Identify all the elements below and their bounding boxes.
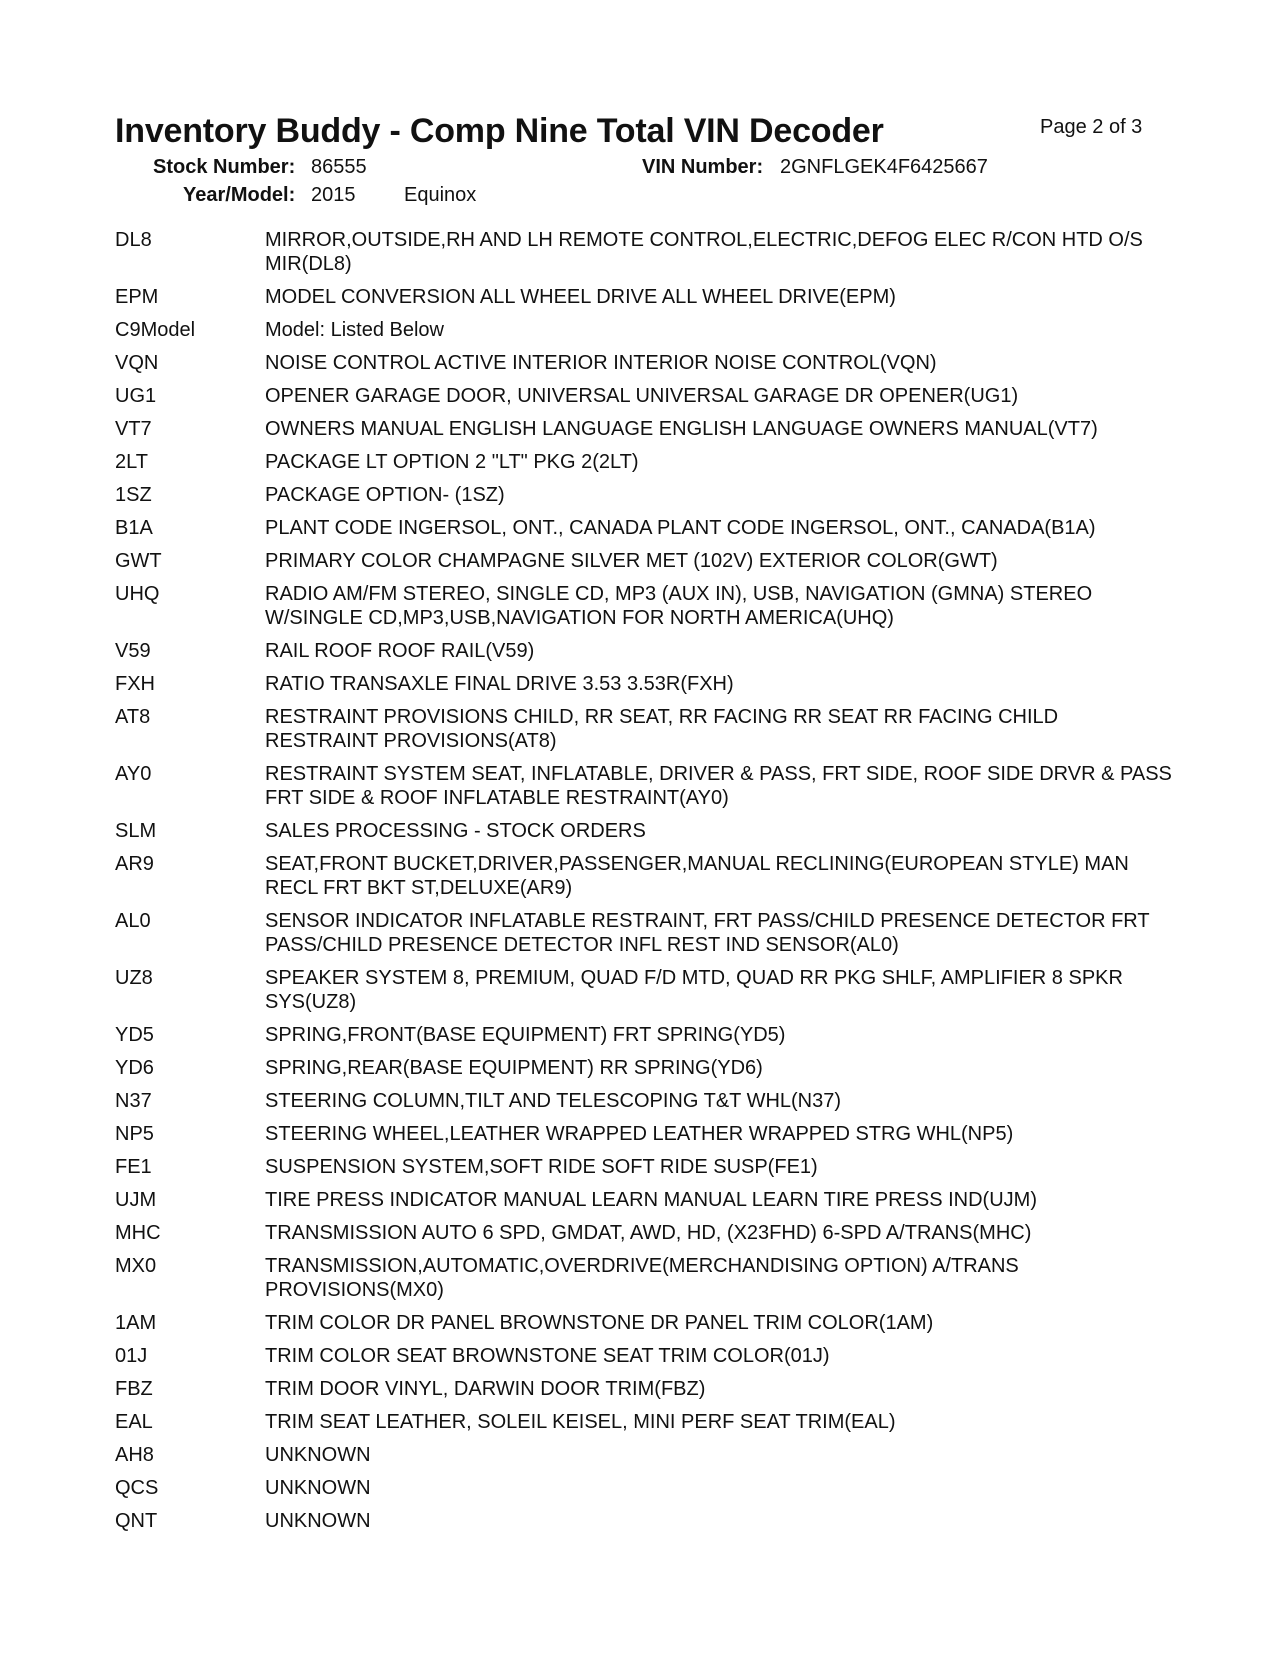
option-row xyxy=(115,909,1175,957)
option-row xyxy=(115,1056,1175,1080)
option-code: MHC xyxy=(115,1222,161,1244)
option-code: QNT xyxy=(115,1510,158,1532)
option-code: UG1 xyxy=(115,385,157,407)
option-row xyxy=(115,351,1175,375)
option-code: 01J xyxy=(115,1345,148,1367)
option-description: UNKNOWN xyxy=(265,1510,371,1532)
option-description: TRANSMISSION AUTO 6 SPD, GMDAT, AWD, HD, (X23FHD) 6-SPD A/TRANS(MHC) xyxy=(265,1222,1032,1244)
option-description: UNKNOWN xyxy=(265,1444,371,1466)
option-row xyxy=(115,819,1175,843)
option-description: OPENER GARAGE DOOR, UNIVERSAL UNIVERSAL GARAGE DR OPENER(UG1) xyxy=(265,385,1019,407)
option-code: GWT xyxy=(115,550,162,572)
option-row xyxy=(115,1221,1175,1245)
option-code: AH8 xyxy=(115,1444,154,1466)
option-code: 1SZ xyxy=(115,484,152,506)
option-description: RAIL ROOF ROOF RAIL(V59) xyxy=(265,640,535,662)
option-row xyxy=(115,450,1175,474)
option-row xyxy=(115,1377,1175,1401)
option-row xyxy=(115,705,1175,753)
option-description: SALES PROCESSING - STOCK ORDERS xyxy=(265,820,646,842)
option-description: SENSOR INDICATOR INFLATABLE RESTRAINT, FRT PASS/CHILD PRESENCE DETECTOR FRT PASS/CHILD PRESENCE DETECTOR INFL REST IND SENSOR(AL0) xyxy=(265,910,1150,956)
vin-number-label: VIN Number: xyxy=(642,156,764,178)
stock-number-value: 86555 xyxy=(311,156,367,178)
option-code: VT7 xyxy=(115,418,152,440)
option-row xyxy=(115,639,1175,663)
option-row xyxy=(115,1188,1175,1212)
option-row xyxy=(115,1023,1175,1047)
option-row xyxy=(115,1509,1175,1533)
model-value: Equinox xyxy=(404,184,477,206)
option-row xyxy=(115,1155,1175,1179)
option-description: NOISE CONTROL ACTIVE INTERIOR INTERIOR NOISE CONTROL(VQN) xyxy=(265,352,937,374)
option-description: UNKNOWN xyxy=(265,1477,371,1499)
option-row xyxy=(115,1311,1175,1335)
option-row xyxy=(115,1476,1175,1500)
option-row xyxy=(115,762,1175,810)
option-row xyxy=(115,672,1175,696)
option-row xyxy=(115,285,1175,309)
option-code: AY0 xyxy=(115,763,152,785)
option-code: C9Model xyxy=(115,319,196,341)
option-code: UJM xyxy=(115,1189,157,1211)
option-description: RESTRAINT SYSTEM SEAT, INFLATABLE, DRIVER & PASS, FRT SIDE, ROOF SIDE DRVR & PASS FRT SIDE & ROOF INFLATABLE RESTRAINT(AY0) xyxy=(265,763,1172,809)
option-code: FE1 xyxy=(115,1156,152,1178)
option-code: UZ8 xyxy=(115,967,153,989)
document-title: Inventory Buddy - Comp Nine Total VIN Decoder xyxy=(115,112,884,150)
option-description: TIRE PRESS INDICATOR MANUAL LEARN MANUAL LEARN TIRE PRESS IND(UJM) xyxy=(265,1189,1037,1211)
option-description: RADIO AM/FM STEREO, SINGLE CD, MP3 (AUX IN), USB, NAVIGATION (GMNA) STEREO W/SINGLE CD,MP3,USB,NAVIGATION FOR NORTH AMERICA(UHQ) xyxy=(265,583,1093,629)
option-code: SLM xyxy=(115,820,157,842)
option-row xyxy=(115,966,1175,1014)
option-code: EAL xyxy=(115,1411,153,1433)
option-description: SEAT,FRONT BUCKET,DRIVER,PASSENGER,MANUAL RECLINING(EUROPEAN STYLE) MAN RECL FRT BKT ST,DELUXE(AR9) xyxy=(265,853,1129,899)
option-description: STEERING COLUMN,TILT AND TELESCOPING T&T WHL(N37) xyxy=(265,1090,842,1112)
option-code: NP5 xyxy=(115,1123,154,1145)
option-row xyxy=(115,1254,1175,1302)
option-code: MX0 xyxy=(115,1255,157,1277)
option-description: TRIM COLOR SEAT BROWNSTONE SEAT TRIM COLOR(01J) xyxy=(265,1345,830,1367)
option-row xyxy=(115,582,1175,630)
option-row xyxy=(115,384,1175,408)
page-number: Page 2 of 3 xyxy=(1040,116,1143,138)
option-description: PACKAGE LT OPTION 2 "LT" PKG 2(2LT) xyxy=(265,451,639,473)
option-description: SUSPENSION SYSTEM,SOFT RIDE SOFT RIDE SUSP(FE1) xyxy=(265,1156,818,1178)
option-description: RESTRAINT PROVISIONS CHILD, RR SEAT, RR FACING RR SEAT RR FACING CHILD RESTRAINT PROVISIONS(AT8) xyxy=(265,706,1059,752)
option-description: MODEL CONVERSION ALL WHEEL DRIVE ALL WHEEL DRIVE(EPM) xyxy=(265,286,896,308)
stock-number-label: Stock Number: xyxy=(153,156,296,178)
option-code: EPM xyxy=(115,286,159,308)
option-row xyxy=(115,417,1175,441)
option-description: SPRING,FRONT(BASE EQUIPMENT) FRT SPRING(YD5) xyxy=(265,1024,786,1046)
option-row xyxy=(115,1443,1175,1467)
option-row xyxy=(115,549,1175,573)
option-code: FXH xyxy=(115,673,155,695)
option-code: 1AM xyxy=(115,1312,157,1334)
option-description: TRANSMISSION,AUTOMATIC,OVERDRIVE(MERCHANDISING OPTION) A/TRANS PROVISIONS(MX0) xyxy=(265,1255,1019,1301)
vin-number-value: 2GNFLGEK4F6425667 xyxy=(780,156,988,178)
option-description: TRIM COLOR DR PANEL BROWNSTONE DR PANEL TRIM COLOR(1AM) xyxy=(265,1312,934,1334)
option-code: VQN xyxy=(115,352,159,374)
option-description: OWNERS MANUAL ENGLISH LANGUAGE ENGLISH LANGUAGE OWNERS MANUAL(VT7) xyxy=(265,418,1098,440)
year-value: 2015 xyxy=(311,184,356,206)
option-row xyxy=(115,1410,1175,1434)
option-row xyxy=(115,483,1175,507)
option-row xyxy=(115,318,1175,342)
option-row xyxy=(115,852,1175,900)
option-description: STEERING WHEEL,LEATHER WRAPPED LEATHER WRAPPED STRG WHL(NP5) xyxy=(265,1123,1014,1145)
year-model-label: Year/Model: xyxy=(183,184,296,206)
option-description: PRIMARY COLOR CHAMPAGNE SILVER MET (102V) EXTERIOR COLOR(GWT) xyxy=(265,550,998,572)
option-description: RATIO TRANSAXLE FINAL DRIVE 3.53 3.53R(FXH) xyxy=(265,673,734,695)
option-code: QCS xyxy=(115,1477,159,1499)
option-row xyxy=(115,1089,1175,1113)
option-description: PACKAGE OPTION- (1SZ) xyxy=(265,484,505,506)
option-code: YD6 xyxy=(115,1057,154,1079)
option-code-list xyxy=(115,228,1175,1542)
option-code: AT8 xyxy=(115,706,151,728)
option-code: V59 xyxy=(115,640,151,662)
option-row xyxy=(115,1122,1175,1146)
option-description: SPRING,REAR(BASE EQUIPMENT) RR SPRING(YD6) xyxy=(265,1057,763,1079)
option-code: FBZ xyxy=(115,1378,153,1400)
option-code: AR9 xyxy=(115,853,154,875)
option-description: SPEAKER SYSTEM 8, PREMIUM, QUAD F/D MTD, QUAD RR PKG SHLF, AMPLIFIER 8 SPKR SYS(UZ8) xyxy=(265,967,1123,1013)
option-description: MIRROR,OUTSIDE,RH AND LH REMOTE CONTROL,ELECTRIC,DEFOG ELEC R/CON HTD O/S MIR(DL8) xyxy=(265,229,1143,275)
option-code: 2LT xyxy=(115,451,148,473)
option-row xyxy=(115,516,1175,540)
option-description: Model: Listed Below xyxy=(265,319,444,341)
option-code: AL0 xyxy=(115,910,151,932)
option-description: PLANT CODE INGERSOL, ONT., CANADA PLANT CODE INGERSOL, ONT., CANADA(B1A) xyxy=(265,517,1096,539)
option-code: UHQ xyxy=(115,583,160,605)
option-row xyxy=(115,1344,1175,1368)
option-row xyxy=(115,228,1175,276)
option-code: N37 xyxy=(115,1090,152,1112)
option-description: TRIM DOOR VINYL, DARWIN DOOR TRIM(FBZ) xyxy=(265,1378,706,1400)
option-code: B1A xyxy=(115,517,153,539)
option-description: TRIM SEAT LEATHER, SOLEIL KEISEL, MINI PERF SEAT TRIM(EAL) xyxy=(265,1411,896,1433)
option-code: YD5 xyxy=(115,1024,154,1046)
option-code: DL8 xyxy=(115,229,152,251)
